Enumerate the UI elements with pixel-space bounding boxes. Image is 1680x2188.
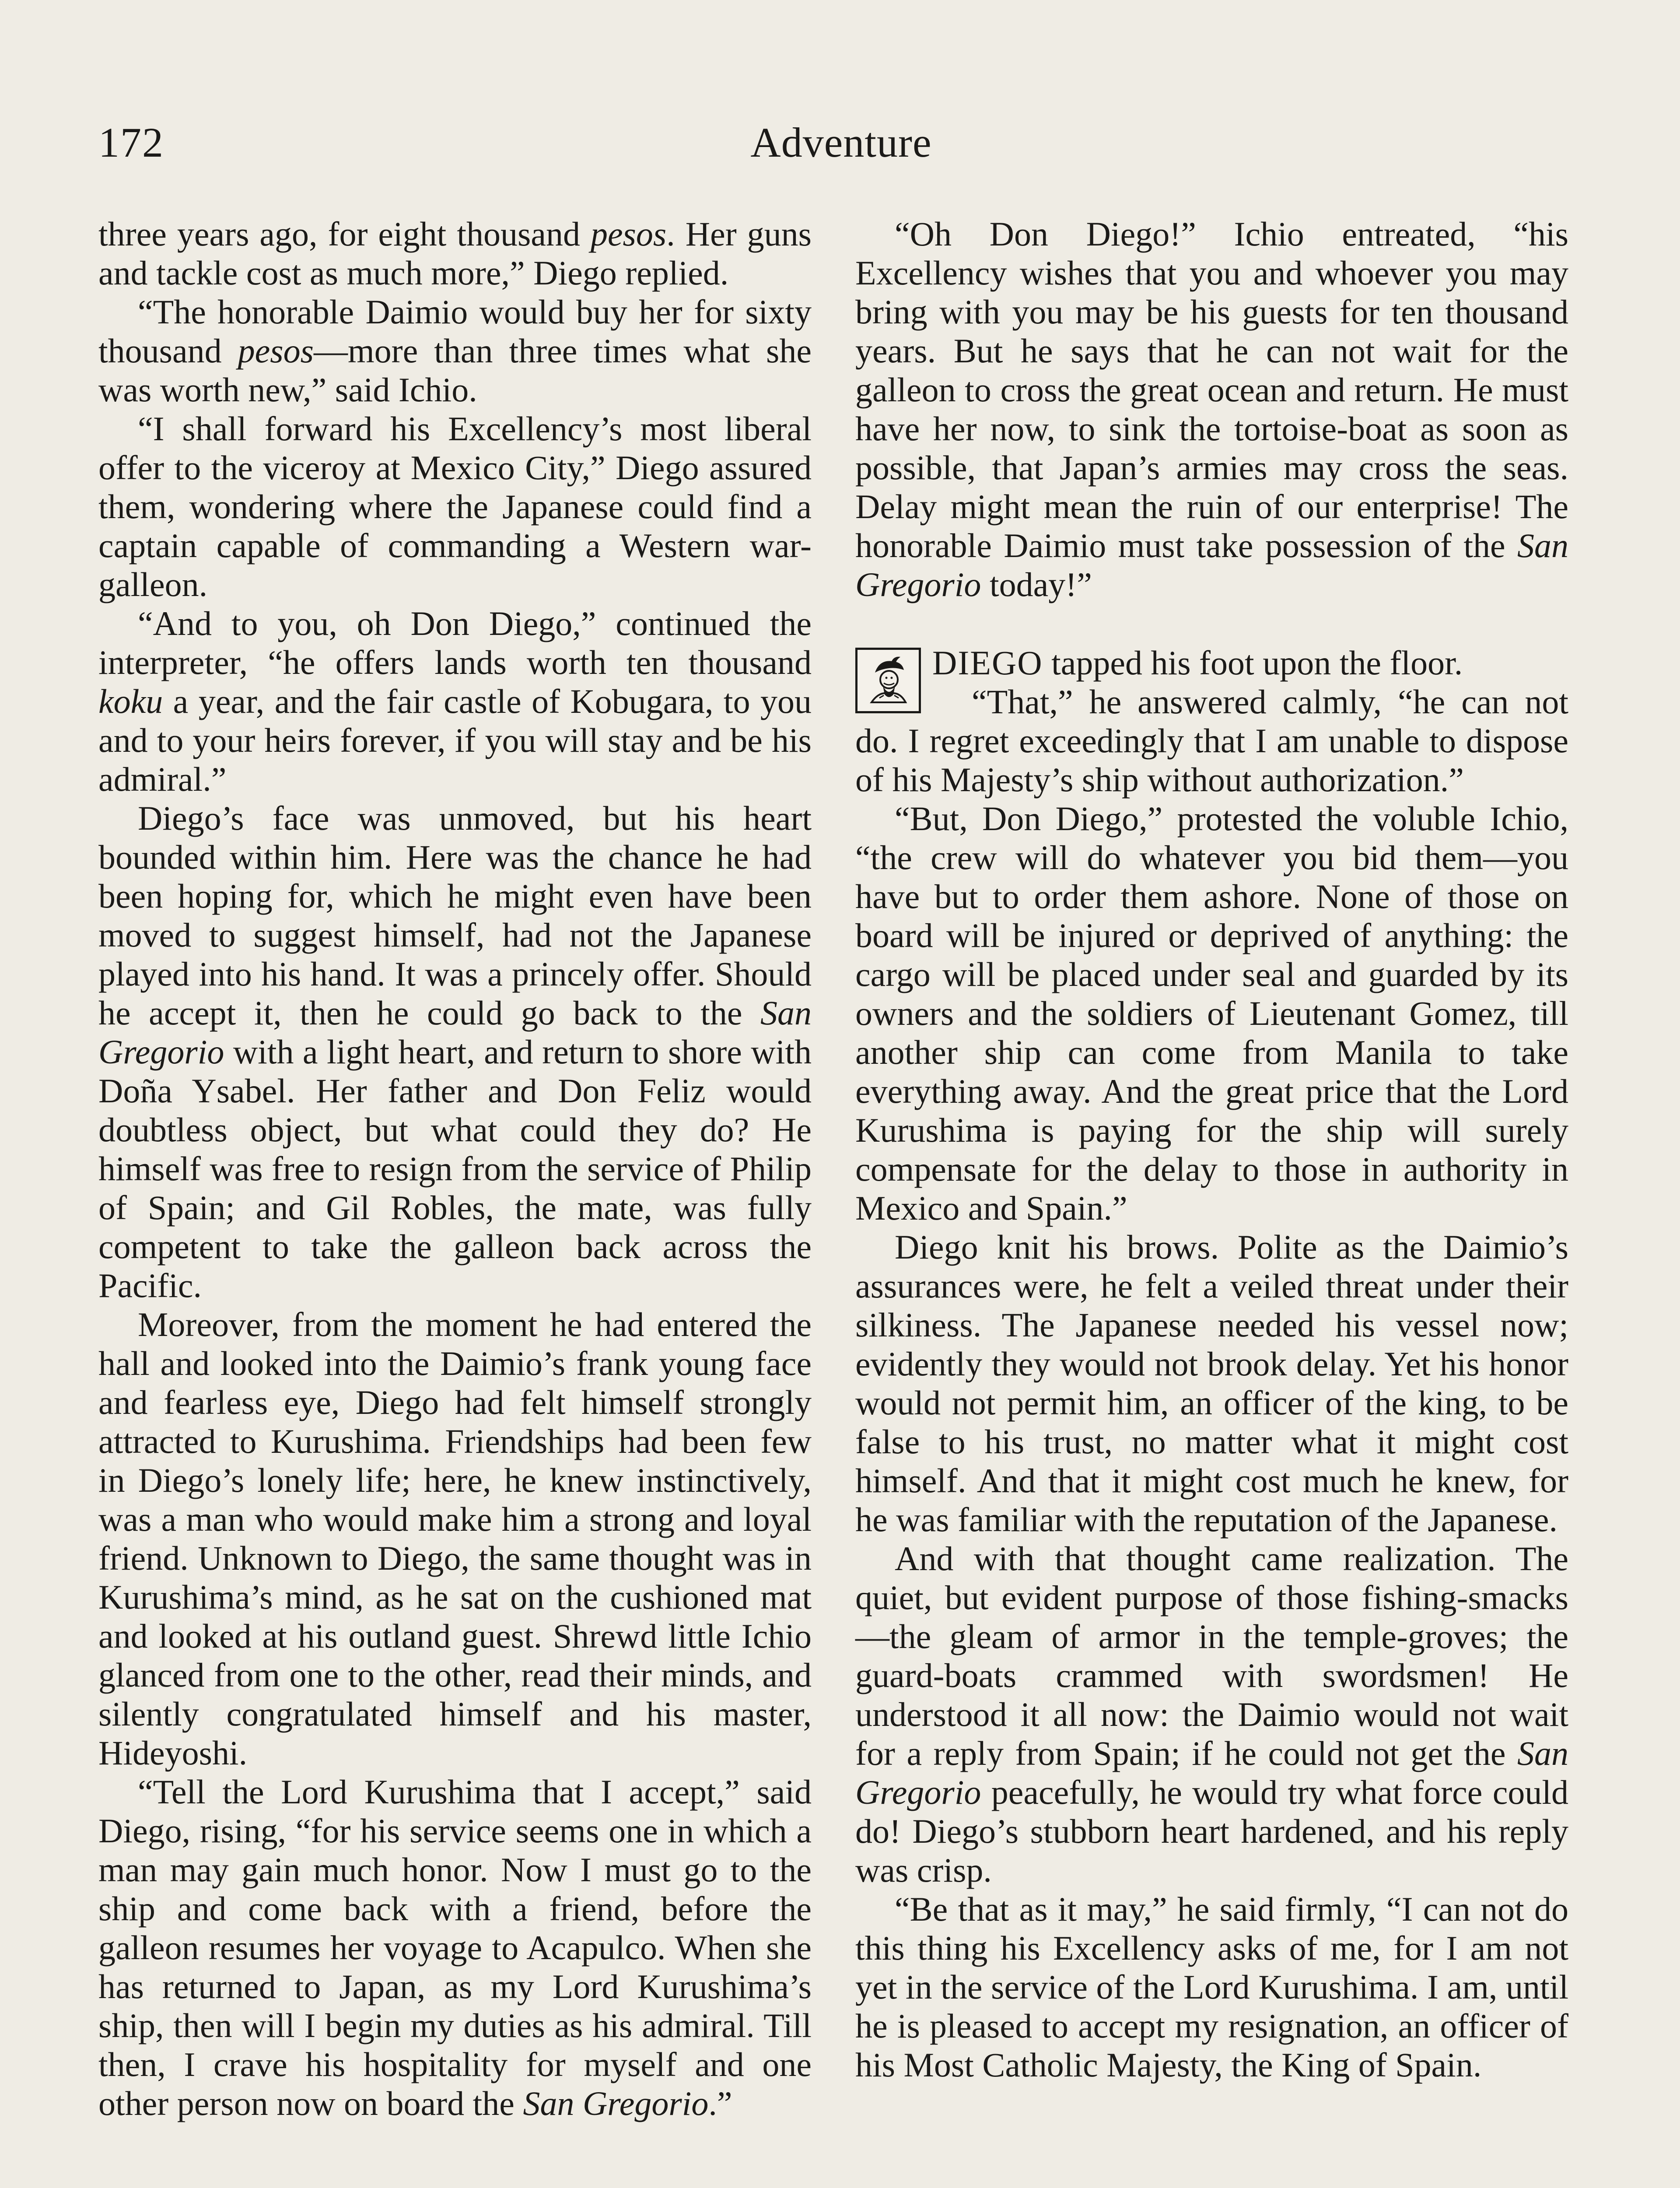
text-run: “Be that as it may,” he said firmly, “I can not do this thing his Excellency asks of me, for I am not yet in the service of the Lord Kurushima. I am, until he is pleased to accept my resignation, an officer of his Most Catholic Majesty, the King of Spain. (855, 1890, 1568, 2084)
text-run: “The honorable Daimio would buy her for sixty thousand (98, 293, 812, 370)
text-run: .” (708, 2084, 732, 2122)
italic-text: San Gregorio (98, 994, 812, 1071)
text-run: And with that thought came realization. The quiet, but evident purpose of those fishing-smacks—the gleam of armor in the temple-groves; the guard-boats crammed with swordsmen! He understood it all now: the Daimio would not wait for a reply from Spain; if he could not get the (855, 1539, 1568, 1772)
text-run: three years ago, for eight thousand (98, 215, 591, 253)
paragraph (855, 214, 1568, 604)
text-run: “I shall forward his Excellency’s most liberal offer to the viceroy at Mexico City,” Diego assured them, wondering where the Japanese could find a captain capable of commanding a Western war-galleon. (98, 410, 812, 603)
paragraph (98, 409, 812, 604)
paragraph (98, 604, 812, 799)
text-run: “And to you, oh Don Diego,” continued the interpreter, “he offers lands worth ten thousand (98, 604, 812, 681)
text-run: . Her guns and tackle cost as much more,” Diego replied. (98, 215, 812, 292)
paragraph (98, 799, 812, 1305)
text-run: peacefully, he would try what force could do! Diego’s stubborn heart hardened, and his reply was crisp. (855, 1773, 1568, 1889)
italic-text: koku (98, 682, 163, 720)
italic-text: pesos (590, 215, 667, 253)
conquistador-portrait-icon (855, 648, 921, 713)
right-column (855, 214, 1568, 2084)
right-column-bottom (855, 682, 1568, 2084)
text-run: “Tell the Lord Kurushima that I accept,” said Diego, rising, “for his service seems one in which a man may gain much honor. Now I must go to the ship and come back with a friend, before the galleon resumes her voyage to Acapulco. When she has returned to Japan, as my Lord Kurushima’s ship, then will I begin my duties as his admiral. Till then, I crave his hospitality for myself and one other person now on board the (98, 1773, 812, 2122)
text-run: a year, and the fair castle of Kobugara, to you and to your heirs forever, if you will stay and be his admiral.” (98, 682, 812, 798)
paragraph (855, 1890, 1568, 2084)
italic-text: San Gregorio (855, 1734, 1568, 1811)
italic-text: San Gregorio (855, 526, 1568, 603)
text-run: Diego’s face was unmoved, but his heart bounded within him. Here was the chance he had been hoping for, which he might even have been moved to suggest himself, had not the Japanese played into his hand. It was a princely offer. Should he accept it, then he could go back to the (98, 799, 812, 1032)
running-title: Adventure (750, 119, 932, 166)
paragraph (855, 1539, 1568, 1890)
italic-text: pesos (238, 332, 314, 370)
paragraph (98, 292, 812, 409)
text-run: “That,” he answered calmly, “he can not do. I regret exceedingly that I am unable to dispose of his Majesty’s ship without authorization.” (855, 683, 1568, 799)
dropcap-paragraph (855, 643, 1568, 682)
text-run: Moreover, from the moment he had entered the hall and looked into the Daimio’s frank young face and fearless eye, Diego had felt himself strongly attracted to Kurushima. Friendships had been few in Diego’s lonely life; here, he knew instinctively, was a man who would make him a strong and loyal friend. Unknown to Diego, the same thought was in Kurushima’s mind, as he sat on the cushioned mat and looked at his outland guest. Shrewd little Ichio glanced from one to the other, read their minds, and silently congratulated himself and his master, Hideyoshi. (98, 1305, 812, 1772)
running-header (98, 118, 1584, 188)
section-break (855, 604, 1568, 643)
text-run: “But, Don Diego,” protested the voluble Ichio, “the crew will do whatever you bid them—you have but to order them ashore. None of those on board will be injured or deprived of anything: the cargo will be placed under seal and guarded by its owners and the soldiers of Lieutenant Gomez, till another ship can come from Manila to take everything away. And the great price that the Lord Kurushima is paying for the ship will surely compensate for the delay to those in authority in Mexico and Spain.” (855, 799, 1568, 1227)
dropcap-lead-word: DIEGO (932, 644, 1043, 682)
paragraph (855, 1227, 1568, 1539)
paragraph (855, 682, 1568, 799)
right-column-top (855, 214, 1568, 604)
text-run: Diego knit his brows. Polite as the Daimio’s assurances were, he felt a veiled threat under their silkiness. The Japanese needed his vessel now; evidently they would not brook delay. Yet his honor would not permit him, an officer of the king, to be false to his trust, no matter what it might cost himself. And that it might cost much he knew, for he was familiar with the reputation of the Japanese. (855, 1228, 1568, 1539)
text-run: today!” (981, 565, 1092, 603)
italic-text: San Gregorio (523, 2084, 709, 2122)
paragraph (855, 799, 1568, 1227)
text-run: “Oh Don Diego!” Ichio entreated, “his Excellency wishes that you and whoever you may bring with you may be his guests for ten thousand years. But he says that he can not wait for the galleon to cross the great ocean and return. He must have her now, to sink the tortoise-boat as soon as possible, that Japan’s armies may cross the seas. Delay might mean the ruin of our enterprise! The honorable Daimio must take possession of the (855, 215, 1568, 565)
text-run: with a light heart, and return to shore with Doña Ysabel. Her father and Don Feliz would doubtless object, but what could they do? He himself was free to resign from the service of Philip of Spain; and Gil Robles, the mate, was fully competent to take the galleon back across the Pacific. (98, 1033, 812, 1304)
left-column (98, 214, 812, 2123)
dropcap-rest: tapped his foot upon the floor. (1043, 644, 1463, 682)
page-number: 172 (98, 119, 164, 166)
paragraph (98, 1772, 812, 2123)
paragraph (98, 214, 812, 292)
text-run: —more than three times what she was worth new,” said Ichio. (98, 332, 812, 409)
paragraph (98, 1305, 812, 1772)
